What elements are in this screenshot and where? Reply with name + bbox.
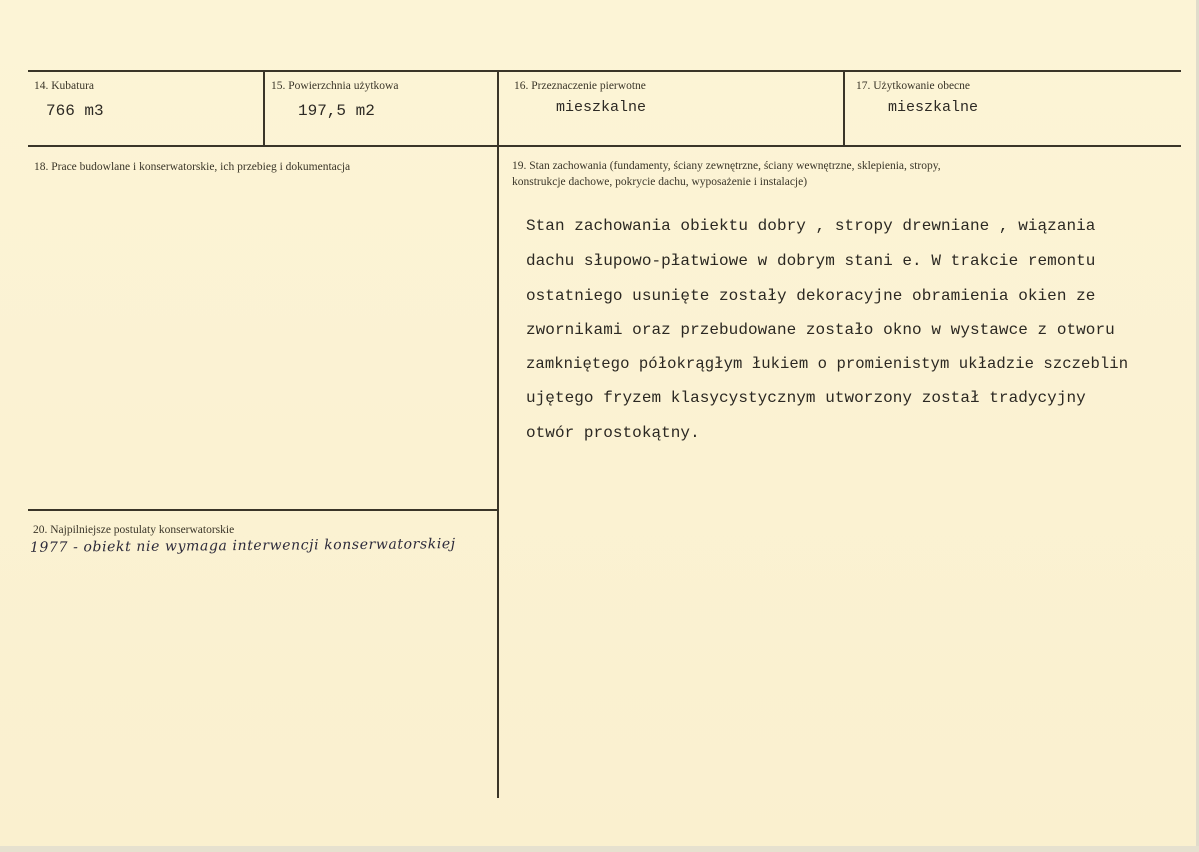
field-14-value: 766 m3 — [46, 102, 104, 120]
condition-text-line: zwornikami oraz przebudowane zostało okno w wystawce z otworu — [526, 321, 1115, 339]
field-19-label-line2: konstrukcje dachowe, pokrycie dachu, wyposażenie i instalacje) — [512, 176, 808, 188]
col-divider-3 — [843, 72, 845, 145]
paper-edge-bottom — [0, 846, 1199, 852]
field-19-label-line1: 19. Stan zachowania (fundamenty, ściany zewnętrzne, ściany wewnętrzne, sklepienia, stropy, — [512, 160, 941, 172]
condition-text-line: dachu słupowo-płatwiowe w dobrym stani e. W trakcie remontu — [526, 252, 1096, 270]
field-14-label: 14. Kubatura — [34, 80, 95, 92]
col-divider-1 — [263, 72, 265, 145]
field-20-label: 20. Najpilniejsze postulaty konserwatorskie — [33, 524, 235, 536]
field-16-value: mieszkalne — [556, 99, 647, 116]
field-15-label: 15. Powierzchnia użytkowa — [271, 80, 399, 92]
top-rule — [28, 70, 1181, 72]
condition-text-line: ujętego fryzem klasycystycznym utworzony został tradycyjny — [526, 389, 1086, 407]
condition-text-line: ostatniego usunięte zostały dekoracyjne obramienia okien ze — [526, 287, 1096, 305]
row-divider — [28, 145, 1181, 147]
field-17-label: 17. Użytkowanie obecne — [856, 80, 971, 92]
col-divider-2 — [497, 72, 499, 798]
field-17-value: mieszkalne — [888, 99, 979, 116]
condition-text-line: otwór prostokątny. — [526, 424, 700, 442]
field-18-label: 18. Prace budowlane i konserwatorskie, ich przebieg i dokumentacja — [34, 161, 351, 173]
handwritten-note: 1977 - obiekt nie wymaga interwencji konserwatorskiej — [29, 536, 456, 556]
field-15-value: 197,5 m2 — [298, 102, 375, 120]
section-20-divider — [28, 509, 497, 511]
field-16-label: 16. Przeznaczenie pierwotne — [514, 80, 646, 92]
condition-text-line: Stan zachowania obiektu dobry , stropy drewniane , wiązania — [526, 217, 1096, 235]
condition-text-line: zamkniętego półokrągłym łukiem o promienistym układzie szczeblin — [526, 355, 1129, 373]
